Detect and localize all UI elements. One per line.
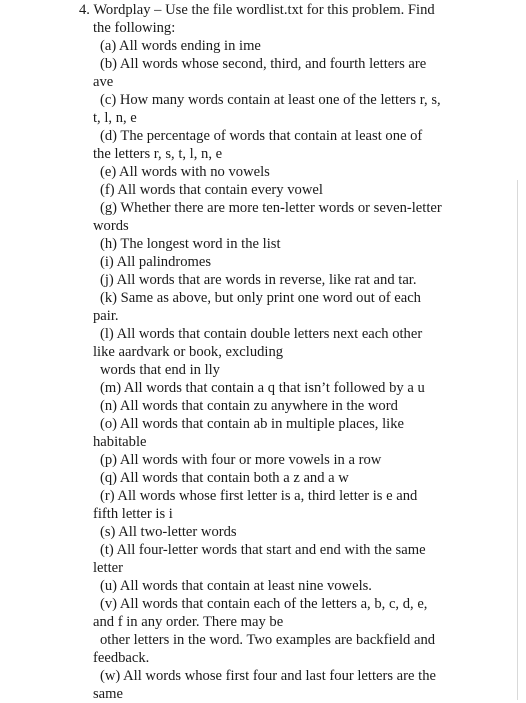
text-line: (g) Whether there are more ten-letter words or seven-letter — [100, 200, 442, 216]
text-line: pair. — [93, 308, 119, 324]
text-line: (e) All words with no vowels — [100, 164, 270, 180]
text-line: (m) All words that contain a q that isn’t followed by a u — [100, 380, 425, 396]
text-line: same — [93, 686, 123, 702]
text-line: and f in any order. There may be — [93, 614, 284, 630]
text-line: letter — [93, 560, 123, 576]
text-line: other letters in the word. Two examples are backfield and — [100, 632, 436, 648]
text-line: (n) All words that contain zu anywhere in the word — [100, 398, 398, 414]
text-line: t, l, n, e — [93, 110, 137, 126]
text-line: words that end in lly — [100, 362, 220, 378]
text-line: like aardvark or book, excluding — [93, 344, 284, 360]
text-line: (r) All words whose first letter is a, third letter is e and — [100, 488, 418, 504]
text-line: feedback. — [93, 650, 150, 666]
text-line: the letters r, s, t, l, n, e — [93, 146, 223, 162]
text-line: (k) Same as above, but only print one word out of each — [100, 290, 421, 306]
text-line: (i) All palindromes — [100, 254, 212, 270]
text-line: (p) All words with four or more vowels in a row — [100, 452, 382, 468]
text-line: 4. Wordplay – Use the file wordlist.txt for this problem. Find — [79, 2, 435, 18]
text-line: (h) The longest word in the list — [100, 236, 281, 252]
page-edge-divider — [517, 180, 518, 700]
text-line: (o) All words that contain ab in multiple places, like — [100, 416, 404, 432]
text-line: fifth letter is i — [93, 506, 173, 522]
text-line: (f) All words that contain every vowel — [100, 182, 323, 198]
text-line: words — [93, 218, 129, 234]
text-line: the following: — [93, 20, 176, 36]
text-line: (q) All words that contain both a z and a w — [100, 470, 349, 486]
text-line: (d) The percentage of words that contain at least one of — [100, 128, 423, 144]
text-line: (s) All two-letter words — [100, 524, 237, 540]
text-line: (v) All words that contain each of the letters a, b, c, d, e, — [100, 596, 428, 612]
text-line: habitable — [93, 434, 147, 450]
text-line: (w) All words whose first four and last four letters are the — [100, 668, 436, 684]
text-line: (j) All words that are words in reverse, like rat and tar. — [100, 272, 417, 288]
text-line: (b) All words whose second, third, and fourth letters are — [100, 56, 427, 72]
text-line: (l) All words that contain double letters next each other — [100, 326, 423, 342]
text-line: (t) All four-letter words that start and end with the same — [100, 542, 426, 558]
text-line: (a) All words ending in ime — [100, 38, 261, 54]
text-line: ave — [93, 74, 114, 90]
text-line: (c) How many words contain at least one of the letters r, s, — [100, 92, 441, 108]
text-line: (u) All words that contain at least nine vowels. — [100, 578, 372, 594]
